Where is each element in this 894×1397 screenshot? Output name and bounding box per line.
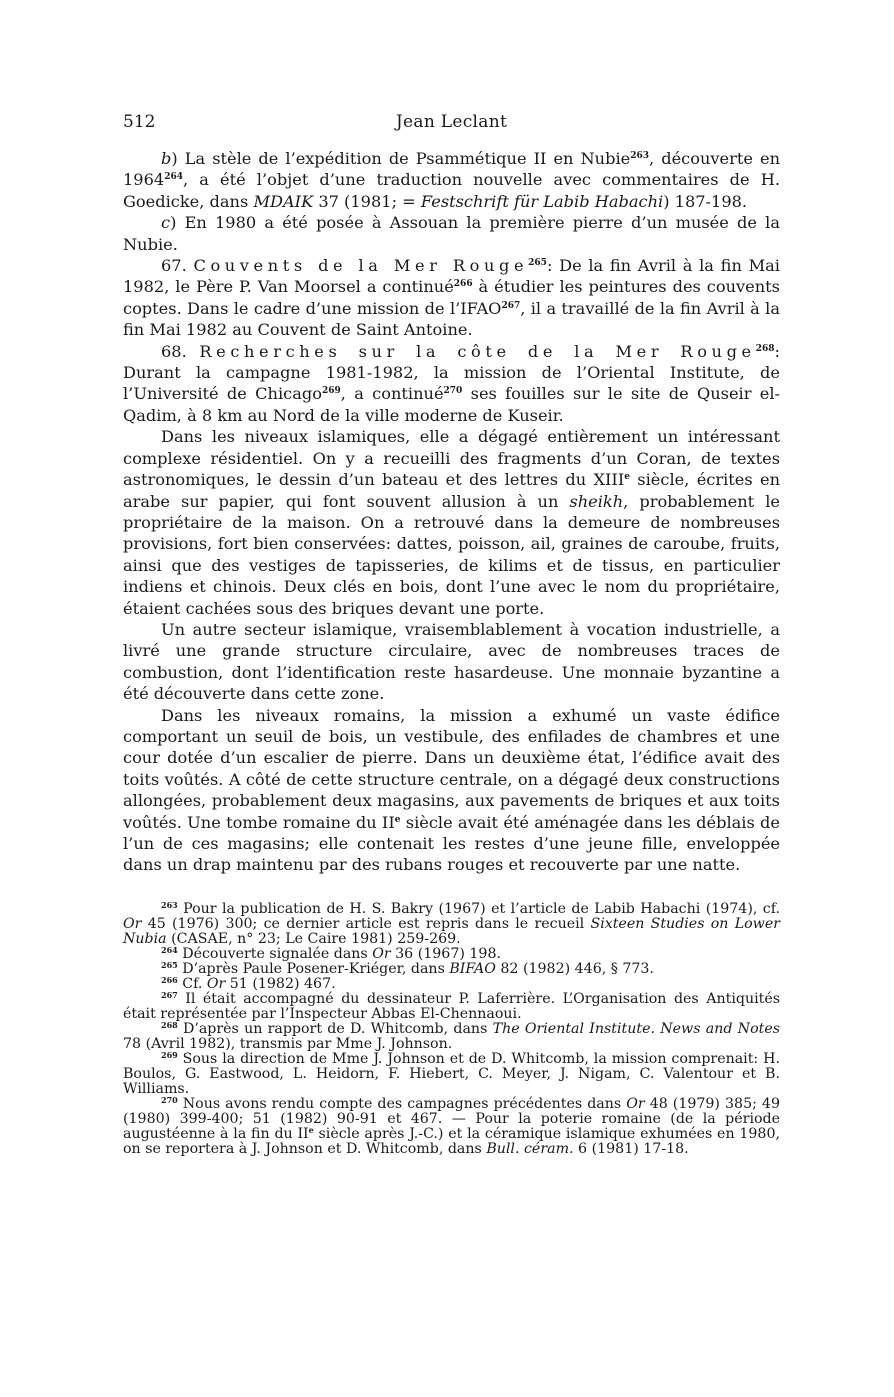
paragraph-islamic-industrial: Un autre secteur islamique, vraisemblablement à vocation industrielle, a livré une grande structure circulaire, avec de nombreuses traces de combustion, dont l’identification reste hasardeuse. Une monnaie byzantine a été découverte dans cette zone. [123, 619, 780, 704]
paragraph-c: c) En 1980 a été posée à Assouan la première pierre d’un musée de la Nubie. [123, 213, 780, 254]
footnote-268: $^{268}$ D’après un rapport de D. Whitcomb, dans The Oriental Institute. News and Notes 78 (Avril 1982), transmis par Mme J. Johnson. [123, 1020, 780, 1052]
paragraph-roman-levels: Dans les niveaux romains, la mission a exhumé un vaste édifice comportant un seuil de bois, un vestibule, des enfilades de chambres et une cour dotée d’un escalier de pierre. Dans un deuxième état, l’édifice avait des toits voûtés. A côté de cette structure centrale, on a dégagé deux constructions allongées, probablement deux magasins, aux pavements de briques et aux toits voûtés. Une tombe romaine du IIe siècle avait été aménagée dans les déblais de l’un de ces magasins; elle contenait les restes d’une jeune fille, enveloppée dans un drap maintenu par des rubans rouges et recouverte par une natte. [123, 705, 780, 875]
footnote-ref-266[interactable]: 266 [453, 279, 473, 290]
section-68-title: Recherches sur la côte de la Mer Rouge [199, 341, 756, 361]
section-67-title: Couvents de la Mer Rouge [193, 256, 529, 276]
footnote-ref-269[interactable]: 269 [321, 386, 341, 397]
footnote-266: $^{266}$ Cf. Or 51 (1982) 467. [161, 975, 336, 992]
footnote-269: $^{269}$ Sous la direction de Mme J. Johnson et de D. Whitcomb, la mission comprenait: H. Boulos, G. Eastwood, L. Heidorn, F. Hiebert, C. Meyer, J. Nigam, C. Valentour et B. Williams. [123, 1050, 780, 1097]
footnote-263: $^{263}$ Pour la publication de H. S. Bakry (1967) et l’article de Labib Habachi (1974), cf. Or 45 (1976) 300; ce dernier article est repris dans le recueil Sixteen Studies on Lower Nubia (CASAE, n° 23; Le Caire 1981) 259-269. [123, 900, 780, 947]
footnotes [123, 902, 780, 1157]
footnote-264: $^{264}$ Découverte signalée dans Or 36 (1967) 198. [161, 945, 501, 962]
running-head: Jean Leclant [395, 112, 508, 132]
paragraph-b: b) La stèle de l’expédition de Psammétique II en Nubie$^{263}$, découverte en 1964$^{264}$, a été l’objet d’une traduction nouvelle avec commentaires de H. Goedicke, dans MDAIK 37 (1981; = Festschrift für Labib Habachi) 187-198. [123, 149, 780, 211]
page-header [123, 112, 780, 138]
footnote-ref-263[interactable]: 263 [630, 151, 650, 161]
footnote-ref-267[interactable]: 267 [501, 300, 521, 311]
footnote-270: $^{270}$ Nous avons rendu compte des campagnes précédentes dans Or 48 (1979) 385; 49 (1980) 399-400; 51 (1982) 90-91 et 467. — Pour la poterie romaine (de la période augustéenne à la fin du IIe siècle après J.-C.) et la céramique islamique exhumées en 1980, on se reportera à J. Johnson et D. Whitcomb, dans Bull. céram. 6 (1981) 17-18. [123, 1095, 780, 1157]
paragraph-islamic-residential: Dans les niveaux islamiques, elle a dégagé entièrement un intéressant complexe résidentiel. On y a recueilli des fragments d’un Coran, de textes astronomiques, le dessin d’un bateau et des lettres du XIIIe siècle, écrites en arabe sur papier, qui font souvent allusion à un sheikh, probablement le propriétaire de la maison. On a retrouvé dans la demeure de nombreuses provisions, fort bien conservées: dattes, poisson, ail, graines de caroube, fruits, ainsi que des vestiges de tapisseries, de kilims et de tissus, en particulier indiens et chinois. Deux clés en bois, dont l’une avec le nom du propriétaire, étaient cachées sous des briques devant une porte. [123, 427, 780, 618]
footnote-ref-265[interactable]: 265 [528, 258, 547, 269]
footnote-ref-268[interactable]: 268 [755, 343, 775, 354]
footnote-ref-264[interactable]: 264 [164, 172, 183, 183]
section-68: 68. Recherches sur la côte de la Mer Rouge$^{268}$: Durant la campagne 1981-1982, la mission de l’Oriental Institute, de l’Université de Chicago$^{269}$, a continué$^{270}$ ses fouilles sur le site de Quseir el-Qadim, à 8 km au Nord de la ville moderne de Kuseir. [123, 341, 781, 425]
footnote-267: $^{267}$ Il était accompagné du dessinateur P. Laferrière. L’Organisation des Antiquités était représentée par l’Inspecteur Abbas El-Chennaoui. [123, 990, 780, 1022]
section-67: 67. Couvents de la Mer Rouge$^{265}$: De la fin Avril à la fin Mai 1982, le Père P. Van Moorsel a continué$^{266}$ à étudier les peintures des couvents coptes. Dans le cadre d’une mission de l’IFAO$^{267}$, il a travaillé de la fin Avril à la fin Mai 1982 au Couvent de Saint Antoine. [123, 256, 780, 340]
page-number: 512 [123, 112, 156, 132]
main-text [123, 148, 780, 876]
footnote-ref-270[interactable]: 270 [443, 386, 463, 397]
footnote-265: $^{265}$ D’après Paule Posener-Kriéger, dans BIFAO 82 (1982) 446, § 773. [161, 960, 654, 977]
